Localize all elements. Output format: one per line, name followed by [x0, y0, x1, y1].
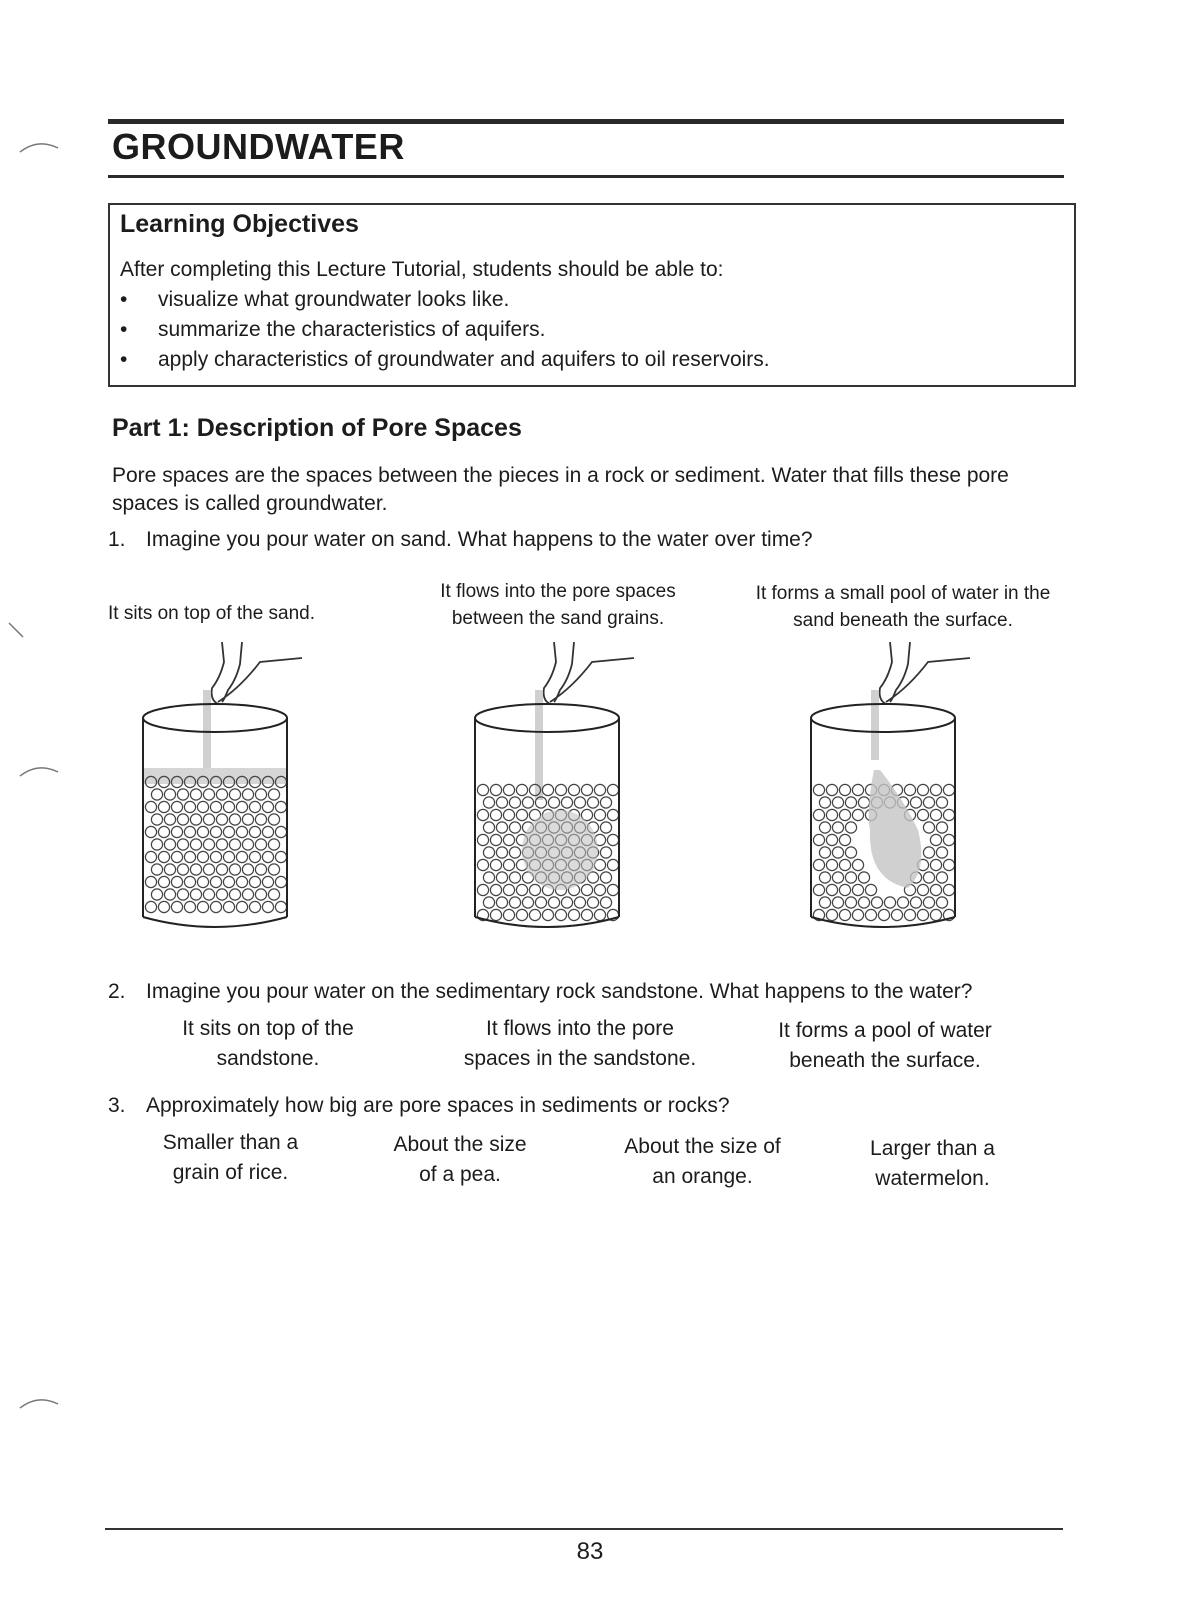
beaker-water-pool [808, 640, 978, 945]
q3-option-a[interactable]: Smaller than a grain of rice. [162, 1131, 299, 1184]
sand-grains [145, 776, 286, 912]
q3-option-d[interactable]: Larger than a watermelon. [870, 1137, 995, 1190]
pouring-hand-icon [880, 642, 970, 704]
pouring-hand-icon [544, 642, 634, 704]
beaker-water-on-top [140, 640, 310, 945]
footer-rule [105, 1528, 1063, 1530]
water-in-pores [522, 810, 598, 890]
q3-option-b[interactable]: About the size of a pea. [393, 1133, 527, 1186]
question-2: 2. Imagine you pour water on the sedimentary rock sandstone. What happens to the water? [108, 980, 973, 1003]
q2-option-a[interactable]: It sits on top of the sandstone. [182, 1017, 354, 1070]
question-3: 3. Approximately how big are pore spaces in sediments or rocks? [108, 1094, 730, 1117]
margin-mark [18, 136, 60, 156]
margin-mark [18, 760, 60, 780]
part1-paragraph: Pore spaces are the spaces between the pieces in a rock or sediment. Water that fills these pore spaces is called groundwater. [112, 464, 1009, 515]
bullet-icon: • [120, 348, 128, 371]
q2-option-b[interactable]: It flows into the pore spaces in the sandstone. [463, 1017, 697, 1070]
q1-option-c[interactable]: It forms a small pool of water in the sand beneath the surface. [755, 583, 1051, 631]
objective-item: • summarize the characteristics of aquifers. [120, 318, 546, 341]
water-pool [869, 770, 922, 888]
bullet-icon: • [120, 318, 128, 341]
bullet-icon: • [120, 288, 128, 311]
page-title: GROUNDWATER [112, 126, 405, 167]
objectives-heading: Learning Objectives [120, 210, 359, 238]
q1-option-a[interactable]: It sits on top of the sand. [108, 603, 316, 624]
question-1: 1. Imagine you pour water on sand. What happens to the water over time? [108, 528, 813, 551]
objective-item: • apply characteristics of groundwater and aquifers to oil reservoirs. [120, 348, 770, 371]
objective-item: • visualize what groundwater looks like. [120, 288, 510, 311]
objectives-intro: After completing this Lecture Tutorial, students should be able to: [120, 258, 724, 281]
q3-option-c[interactable]: About the size of an orange. [624, 1135, 781, 1188]
title-top-rule [108, 119, 1064, 124]
water-stream [535, 690, 543, 800]
page-number: 83 [576, 1538, 604, 1565]
beaker-water-in-pores [472, 640, 642, 945]
pouring-hand-icon [212, 642, 302, 704]
q1-option-b[interactable]: It flows into the pore spaces between the sand grains. [440, 581, 676, 629]
title-bottom-rule [108, 175, 1064, 178]
margin-mark [6, 620, 26, 640]
margin-mark [18, 1392, 60, 1412]
q2-option-c[interactable]: It forms a pool of water beneath the surface. [778, 1019, 992, 1072]
water-stream [203, 690, 211, 770]
part1-heading: Part 1: Description of Pore Spaces [112, 414, 522, 442]
water-stream [871, 690, 879, 760]
